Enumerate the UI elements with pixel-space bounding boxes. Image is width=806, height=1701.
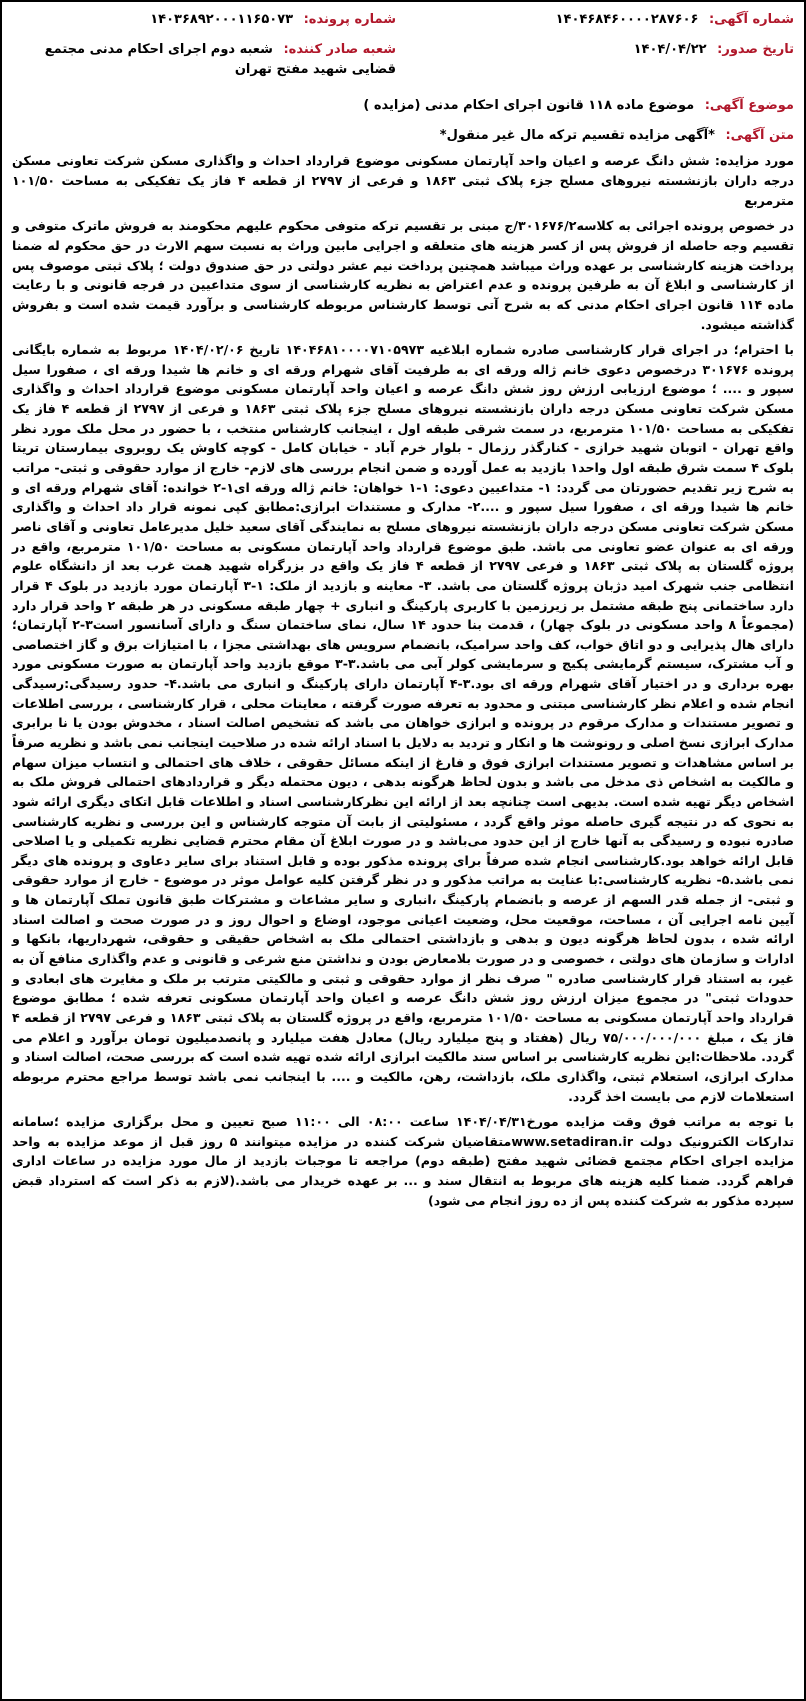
subject-label: موضوع آگهی: [704,98,794,114]
expert-report-paragraph: با احترام؛ در اجرای قرار کارشناسی صادره شماره ابلاغیه ۱۴۰۴۶۸۱۰۰۰۰۷۱۰۵۹۷۳ تاریخ ۱۴۰۴/۰۲/۰۶ مربوط به شماره بایگانی پرونده ۳۰۱۶۷۶ درخصوص دعوی خانم ژاله ورقه ای به طرفیت آقای شهرام ورقه ای و خانم ها شیدا ورقه ای ، صفورا سیل سپور و .... ؛ موضوع ارزیابی ارزش روز شش دانگ عرصه و اعیان واحد آپارتمان مسکونی موضوع قرارداد احداث و واگذاری مسکن شرکت تعاونی مسکن درجه داران بازنشسته نیروهای مسلح جزء پلاک ثبتی ۱۸۶۳ و فرعی از ۲۷۹۷ از قطعه ۴ فاز یک تفکیکی به مساحت ۱۰۱/۵۰ مترمربع، در سمت شرقی طبقه اول ، اینجانب کارشناس منتخب ، با حضور در محل ملک مورد نظر واقع تهران - اتوبان شهید خرازی - کنارگذر رزمال - بلوار خرم آباد - خیابان کامل - کوچه کاوش یک روبروی بیمارستان تریتا بلوک ۴ سمت شرق طبقه اول واحد۱ بازدید به عمل آورده و ضمن انجام بررسی های لازم- خارج از موارد حقوقی و ثبتی- مراتب به شرح زیر تقدیم حضورتان می گردد: ۱- متداعیین دعوی: ۱-۱ خواهان: خانم ژاله ورقه ای۱-۲ خوانده: آقای شهرام ورقه ای و خانم ها شیدا ورقه ای ، صفورا سیل سپور و ....۲- مدارک و مستندات ابرازی:مطابق کپی نمونه قرار داد احداث و واگذاری مسکن شرکت تعاونی مسکن درجه داران بازنشسته نیروهای مسلح به نمایندگی آقای سعید خلیل مدیرعامل تعاونی و آقای ناصر ورقه ای به عنوان عضو تعاونی می باشد. طبق موضوع قرارداد واحد آپارتمان مسکونی به مساحت ۱۰۱/۵۰ مترمربع، واقع در پروژه گلستان به پلاک ثبتی ۱۸۶۳ و فرعی ۲۷۹۷ از قطعه ۴ فاز یک واقع در بزرگراه شهید همت غرب بعد از دانشگاه علوم انتظامی جنب شهرک امید دژبان پروژه گلستان می باشد. ۳- معاینه و بازدید از ملک: ۱-۳ آپارتمان مورد بازدید در بلوک ۴ قرار دارد ساختمانی پنج طبقه مشتمل بر زیرزمین با کاربری پارکینگ و انباری + چهار طبقه مسکونی در هر طبقه ۲ واحد قرار دارد (مجموعاً ۸ واحد مسکونی در بلوک چهار) ، قدمت بنا حدود ۱۴ سال، نمای ساختمان سنگ و دارای آسانسور است۳-۲ آپارتمان؛ دارای هال پذیرایی و دو اتاق خواب، کف واحد سرامیک، بانضمام سرویس های بهداشتی مجزا ، با امتیازات برق و گاز اختصاصی و آب مشترک، سیستم گرمایشی پکیج و سرمایشی کولر آبی می باشد.۳-۳ موقع بازدید واحد آپارتمان به صورت مسکونی مورد بهره برداری و در اختیار آقای شهرام ورقه ای بود.۳-۴ آپارتمان دارای پارکینگ و انباری می باشد.۴- حدود رسیدگی:رسیدگی انجام شده و اعلام نظر کارشناسی مبتنی و محدود به تعرفه صورت گرفته ، معاینات محلی ، قرار کارشناسی ، بررسی اطلاعات و تصویر مستندات و مدارک مرقوم در پرونده و ابرازی خواهان می باشد که تشخیص اصالت اسناد ، مخدوش بودن یا نا برابری مدارک ابرازی نسخ اصلی و رونوشت ها و انکار و تردید به دلایل با اسناد ارائه شده در صلاحیت اینجانب نمی باشد و نظریه صرفاً بر اساس مشاهدات و تصویر مستندات ابرازی فوق و فارغ از اینکه مسائل حقوقی ، خلاف های احتمالی و انتساب میزان سهام و مالکیت به اشخاص ذی مدخل می باشد و بدون لحاظ هرگونه بدهی ، دیون محتمله دیگر و قراردادهای احتمالی فروش ملک به اشخاص دیگر تهیه شده است. بدیهی است چنانچه بعد از ارائه این نظرکارشناسی اسناد و اطلاعات قابل اتکای دیگری ارائه شود به نحوی که در نتیجه گیری حاصله موثر واقع گردد ، مسئولیتی از بابت آن متوجه کارشناس و این بررسی و نظریه کارشناسی صادره نبوده و رسیدگی به آنها خارج از این حدود می‌باشد و در صورت ابلاغ آن مقام محترم قضایی نظریه تکمیلی و یا اصلاحی قابل ارائه خواهد بود.کارشناسی انجام شده صرفاً برای پرونده مذکور بوده و قابل استناد برای سایر دعاوی و پرونده های دیگر نمی باشد.۵- نظریه کارشناسی:با عنایت به مراتب مذکور و در نظر گرفتن کلیه عوامل موثر در موضوع - خارج از موارد حقوقی و ثبتی- از جمله قدر السهم از عرصه و بانضمام پارکینگ ،انباری و سایر مشاعات و مشترکات طبق قانون تملک آپارتمان ها و آیین نامه اجرایی آن ، مساحت، موقعیت محل، وضعیت اعیانی موجود، اوضاع و احوال روز و در صورت صحت و اصالت اسناد ارائه شده ، بدون لحاظ هرگونه دیون و بدهی و بازداشتی احتمالی ملک به اشخاص حقیقی و حقوقی، شهرداریها، بانکها و ادارات و سازمان های دولتی ، خصوصی و در صورت بلامعارض بودن و نداشتن منع شرعی و قانونی و عدم واگذاری منافع آن به غیر، به استناد قرار کارشناسی صادره " صرف نظر از موارد حقوقی و ثبتی و مالکیتی مترتب بر ملک و مغایرت های ابعادی و حدودات ثبتی" در مجموع میزان ارزش روز شش دانگ عرصه و اعیان واحد آپارتمان مسکونی تعرفه شده ؛ مطابق موضوع قرارداد واحد آپارتمان مسکونی به مساحت ۱۰۱/۵۰ مترمربع، واقع در پروژه گلستان به پلاک ثبتی ۱۸۶۳ و فرعی ۲۷۹۷ از قطعه ۴ فاز یک ، مبلغ ۷۵/۰۰۰/۰۰۰/۰۰۰ ریال (هفتاد و پنج میلیارد ریال) معادل هفت میلیارد و پانصدمیلیون تومان برآورد و اعلام می گردد. ملاحظات:این نظریه کارشناسی بر اساس سند مالکیت ابرازی ارائه شده تهیه شده است که بررسی صحت، اصالت اسناد و مدارک ابرازی، استعلام ثبتی، واگذاری ملک، بازداشت، رهن، مالکیت و .... با اینجانب نمی باشد توسط مراجع محترم مربوطه استعلامات لازم می بایست اخذ گردد. [12,342,795,1104]
body-title-value: *آگهی مزایده تقسیم ترکه مال غیر منقول* [439,127,715,143]
auction-item-paragraph: مورد مزایده: شش دانگ عرصه و اعیان واحد آپارتمان مسکونی موضوع قرارداد احداث و واگذاری مسکن شرکت تعاونی مسکن درجه داران بازنشسته نیروهای مسلح جزء پلاک ثبتی ۱۸۶۳ و فرعی از ۲۷۹۷ از قطعه ۴ فاز یک تفکیکی به مساحت ۱۰۱/۵۰ مترمربع [12,153,795,208]
ad-number-row [410,10,794,30]
case-number-label: شماره پرونده: [303,12,396,27]
case-summary-paragraph: در خصوص پرونده اجرائی به کلاسه۳۰۱۶۷۶/۲/ج مبنی بر تقسیم ترکه متوفی محکوم علیهم محکومند به فروش ماترک متوفی و تقسیم وجه حاصله از فروش پس از کسر هزینه های متعلقه و اجرایی مابین وراث به نسبت سهم الارث در حق محکوم له ضمنا پرداخت هزینه کارشناسی بر عهده وراث میباشد همچنین پرداخت نیم عشر دولتی در حق صندوق دولت ؛ پلاک ثبتی موصوف پس از کارشناسی و ابلاغ آن به طرفین پرونده و عدم اعتراض به نظریه کارشناسی از سوی متداعیین در فرجه قانونی و با رعایت ماده ۱۱۴ قانون اجرای احکام مدنی که به شرح آتی توسط کارشناس مربوطه کارشناسی و برآورد قیمت شده است و بفروش گذاشته میشود. [12,218,794,332]
branch-name: شعبه دوم اجرای احکام مدنی مجتمع قضایی شهید مفتح تهران [44,42,396,78]
branch-label: شعبه صادر کننده: [283,42,396,58]
case-number-row [12,10,396,30]
ad-number: ۱۴۰۴۶۸۴۶۰۰۰۰۲۸۷۶۰۶ [555,12,699,27]
auction-schedule-paragraph: با توجه به مراتب فوق وقت مزایده مورخ۱۴۰۴/۰۴/۳۱ ساعت ۰۸:۰۰ الی ۱۱:۰۰ صبح تعیین و محل برگزاری مزایده ؛سامانه تدارکات الکترونیک دولت www.setadiran.irمتقاضیان شرکت کننده در مزایده میتوانند ۵ روز قبل از موعد مزایده به واحد مزایده اجرای احکام مجتمع قضائی شهید مفتح (طبقه دوم) مراجعه تا موجبات بازدید از مال مورد مزایده در ساعات اداری فراهم گردد. ضمنا کلیه هزینه های مربوط به انتقال سند و ... بر عهده خریدار می باشد.(لازم به ذکر است که استرداد قبض سپرده مذکور به شرکت کننده پس از ده روز انجام می شود) [12,1114,794,1208]
issue-date-row [410,40,794,80]
subject-value: موضوع ماده ۱۱۸ قانون اجرای احکام مدنی (مزایده ) [363,98,695,114]
issue-date: ۱۴۰۴/۰۴/۲۲ [633,42,707,58]
issue-date-label: تاریخ صدور: [717,42,794,58]
subject-row [12,96,794,116]
case-number: ۱۴۰۳۶۸۹۲۰۰۰۱۱۶۵۰۷۳ [150,12,294,27]
body-title-row [12,126,794,146]
notice-meta [12,10,794,80]
ad-number-label: شماره آگهی: [708,12,794,27]
branch-row [12,40,396,80]
body-title-label: متن آگهی: [725,127,794,143]
